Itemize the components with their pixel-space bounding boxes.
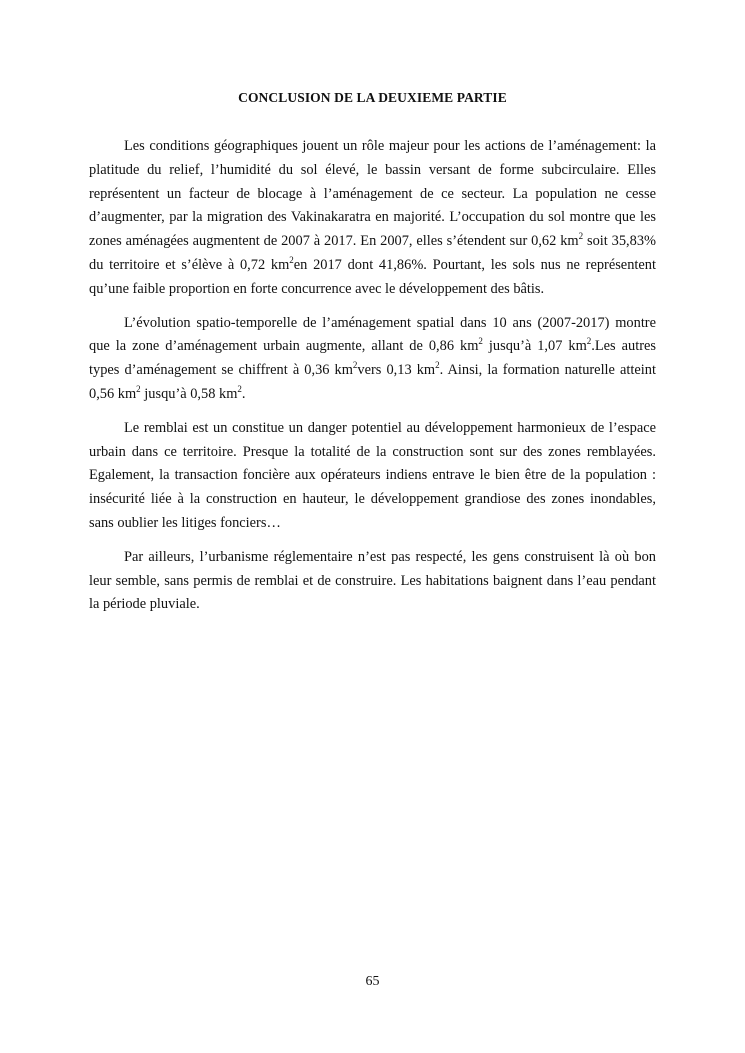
- superscript: 2: [352, 360, 358, 371]
- paragraph-text-run: vers 0,13 km: [357, 362, 436, 379]
- page-number: 65: [365, 974, 380, 989]
- paragraph-urban-regulation: [89, 546, 656, 617]
- body-text: [89, 135, 656, 627]
- paragraph-text-run: en 2017 dont 41,86%. Pourtant, les sols nus ne représentent qu’une faible proportion en forte concurrence avec le développement des bâtis.: [89, 256, 656, 297]
- superscript: 2: [578, 231, 584, 242]
- paragraph-text-run: L’évolution spatio-temporelle de l’aménagement spatial dans 10 ans (2007-2017) montre que la zone d’aménagement urbain augmente, allant de 0,86 km: [89, 314, 656, 355]
- superscript: 2: [478, 336, 483, 347]
- paragraph-text-run: jusqu’à 0,58 km: [140, 385, 238, 402]
- paragraph-text-run: Le remblai est un constitue un danger potentiel au développement harmonieux de l’espace urbain dans ce territoire. Presque la totalité de la construction sont sur des zones remblayées. Egalement, la transaction foncière aux opérateurs indiens entrave le bien être de la population : insécurité liée à la construction en hauteur, le développement grandiose des zones inondables, sans oublier les litiges fonciers…: [89, 419, 656, 531]
- paragraph-text-run: Les conditions géographiques jouent un rôle majeur pour les actions de l’aménagement: la platitude du relief, l’humidité du sol élevé, le bassin versant de forme subcirculaire. Elles représentent un facteur de blocage à l’aménagement de ce secteur. La population ne cesse d’augmenter, par la migration des Vakinakaratra en majorité. L’occupation du sol montre que les zones aménagées augmentent de 2007 à 2017. En 2007, elles s’étendent sur 0,62 km: [89, 138, 656, 250]
- paragraph-text-run: .: [241, 385, 246, 402]
- paragraph-backfill-danger: [89, 417, 656, 536]
- superscript: 2: [289, 255, 294, 266]
- superscript: 2: [237, 384, 242, 395]
- superscript: 2: [435, 360, 440, 371]
- paragraph-text-run: soit 35,83% du territoire et s’élève à 0,72 km: [89, 233, 657, 273]
- paragraph-text-run: . Ainsi, la formation naturelle atteint 0,56 km: [89, 362, 656, 402]
- paragraph-text-run: .Les autres types d’aménagement se chiffrent à 0,36 km: [89, 338, 656, 379]
- paragraph-geographic-conditions: [89, 135, 656, 302]
- section-title: CONCLUSION DE LA DEUXIEME PARTIE: [238, 90, 507, 105]
- superscript: 2: [586, 336, 592, 347]
- superscript: 2: [136, 384, 141, 395]
- paragraph-spatio-temporal-evolution: [89, 312, 656, 407]
- paragraph-text-run: jusqu’à 1,07 km: [482, 338, 587, 355]
- paragraph-text-run: Par ailleurs, l’urbanisme réglementaire n’est pas respecté, les gens construisent là où bon leur semble, sans permis de remblai et de construire. Les habitations baignent dans l’eau pendant la période pluviale.: [89, 548, 656, 613]
